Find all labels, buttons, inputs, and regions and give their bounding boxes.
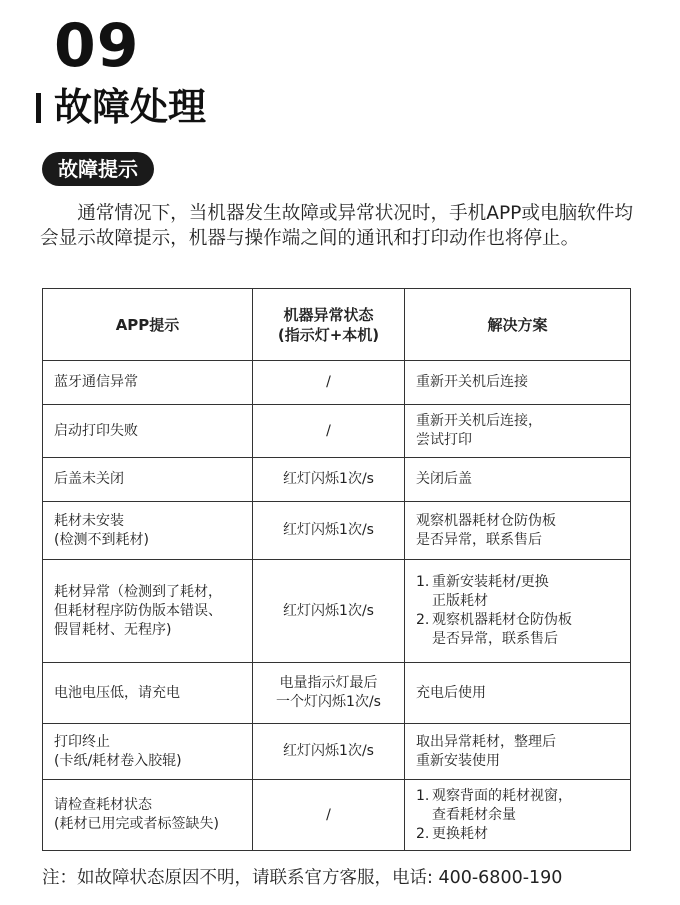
table-row (43, 663, 631, 724)
step-number: 2. (416, 612, 430, 628)
fault-table (42, 288, 631, 851)
cell-prompt: 耗材异常（检测到了耗材， 但耗材程序防伪版本错误、 假冒耗材、无程序) (43, 560, 253, 663)
cell-solution: 充电后使用 (405, 663, 631, 724)
cell-solution: 重新开关机后连接 (405, 361, 631, 405)
chapter-number: 09 (54, 11, 140, 81)
table-row (43, 405, 631, 458)
intro-paragraph: 通常情况下，当机器发生故障或异常状况时，手机APP或电脑软件均会显示故障提示，机器与操作端之间的通讯和打印动作也将停止。 (40, 203, 633, 249)
cell-status: 红灯闪烁1次/s (253, 724, 405, 780)
cell-prompt: 后盖未关闭 (43, 458, 253, 502)
step-text: 重新安装耗材/更换 正版耗材 (432, 574, 549, 609)
solution-step (416, 611, 619, 649)
table-row (43, 458, 631, 502)
cell-solution (405, 780, 631, 851)
solution-step (416, 787, 619, 825)
cell-prompt: 打印终止 (卡纸/耗材卷入胶辊) (43, 724, 253, 780)
section-label: 故障提示 (42, 152, 154, 186)
cell-prompt: 启动打印失败 (43, 405, 253, 458)
step-number: 1. (416, 787, 430, 804)
step-text: 观察背面的耗材视窗， 查看耗材余量 (432, 787, 572, 823)
table-row (43, 560, 631, 663)
step-number: 1. (416, 574, 430, 590)
table-row (43, 502, 631, 560)
cell-solution: 取出异常耗材，整理后 重新安装使用 (405, 724, 631, 780)
header-solution: 解决方案 (405, 289, 631, 361)
cell-status: / (253, 405, 405, 458)
cell-prompt: 蓝牙通信异常 (43, 361, 253, 405)
cell-status: 红灯闪烁1次/s (253, 560, 405, 663)
cell-solution: 观察机器耗材仓防伪板 是否异常，联系售后 (405, 502, 631, 560)
footer-note: 注：如故障状态原因不明，请联系官方客服，电话: 400-6800-190 (42, 868, 563, 888)
cell-status: / (253, 361, 405, 405)
solution-step (416, 573, 619, 611)
cell-status: 红灯闪烁1次/s (253, 458, 405, 502)
solution-step (416, 825, 619, 844)
cell-status: / (253, 780, 405, 851)
table-row (43, 780, 631, 851)
table-header-row (43, 289, 631, 361)
table-row (43, 361, 631, 405)
cell-prompt: 耗材未安装 (检测不到耗材) (43, 502, 253, 560)
cell-status: 电量指示灯最后 一个灯闪烁1次/s (253, 663, 405, 724)
step-number: 2. (416, 825, 430, 842)
cell-prompt: 电池电压低，请充电 (43, 663, 253, 724)
chapter-title: 故障处理 (54, 85, 207, 129)
table-row (43, 724, 631, 780)
header-app-prompt: APP提示 (43, 289, 253, 361)
cell-status: 红灯闪烁1次/s (253, 502, 405, 560)
cell-solution: 重新开关机后连接， 尝试打印 (405, 405, 631, 458)
cell-prompt: 请检查耗材状态 (耗材已用完或者标签缺失) (43, 780, 253, 851)
cell-solution (405, 560, 631, 663)
header-machine-status: 机器异常状态 (指示灯+本机) (253, 289, 405, 361)
step-text: 观察机器耗材仓防伪板 是否异常，联系售后 (432, 612, 572, 647)
title-accent-bar (36, 93, 41, 123)
step-text: 更换耗材 (432, 825, 488, 842)
cell-solution: 关闭后盖 (405, 458, 631, 502)
